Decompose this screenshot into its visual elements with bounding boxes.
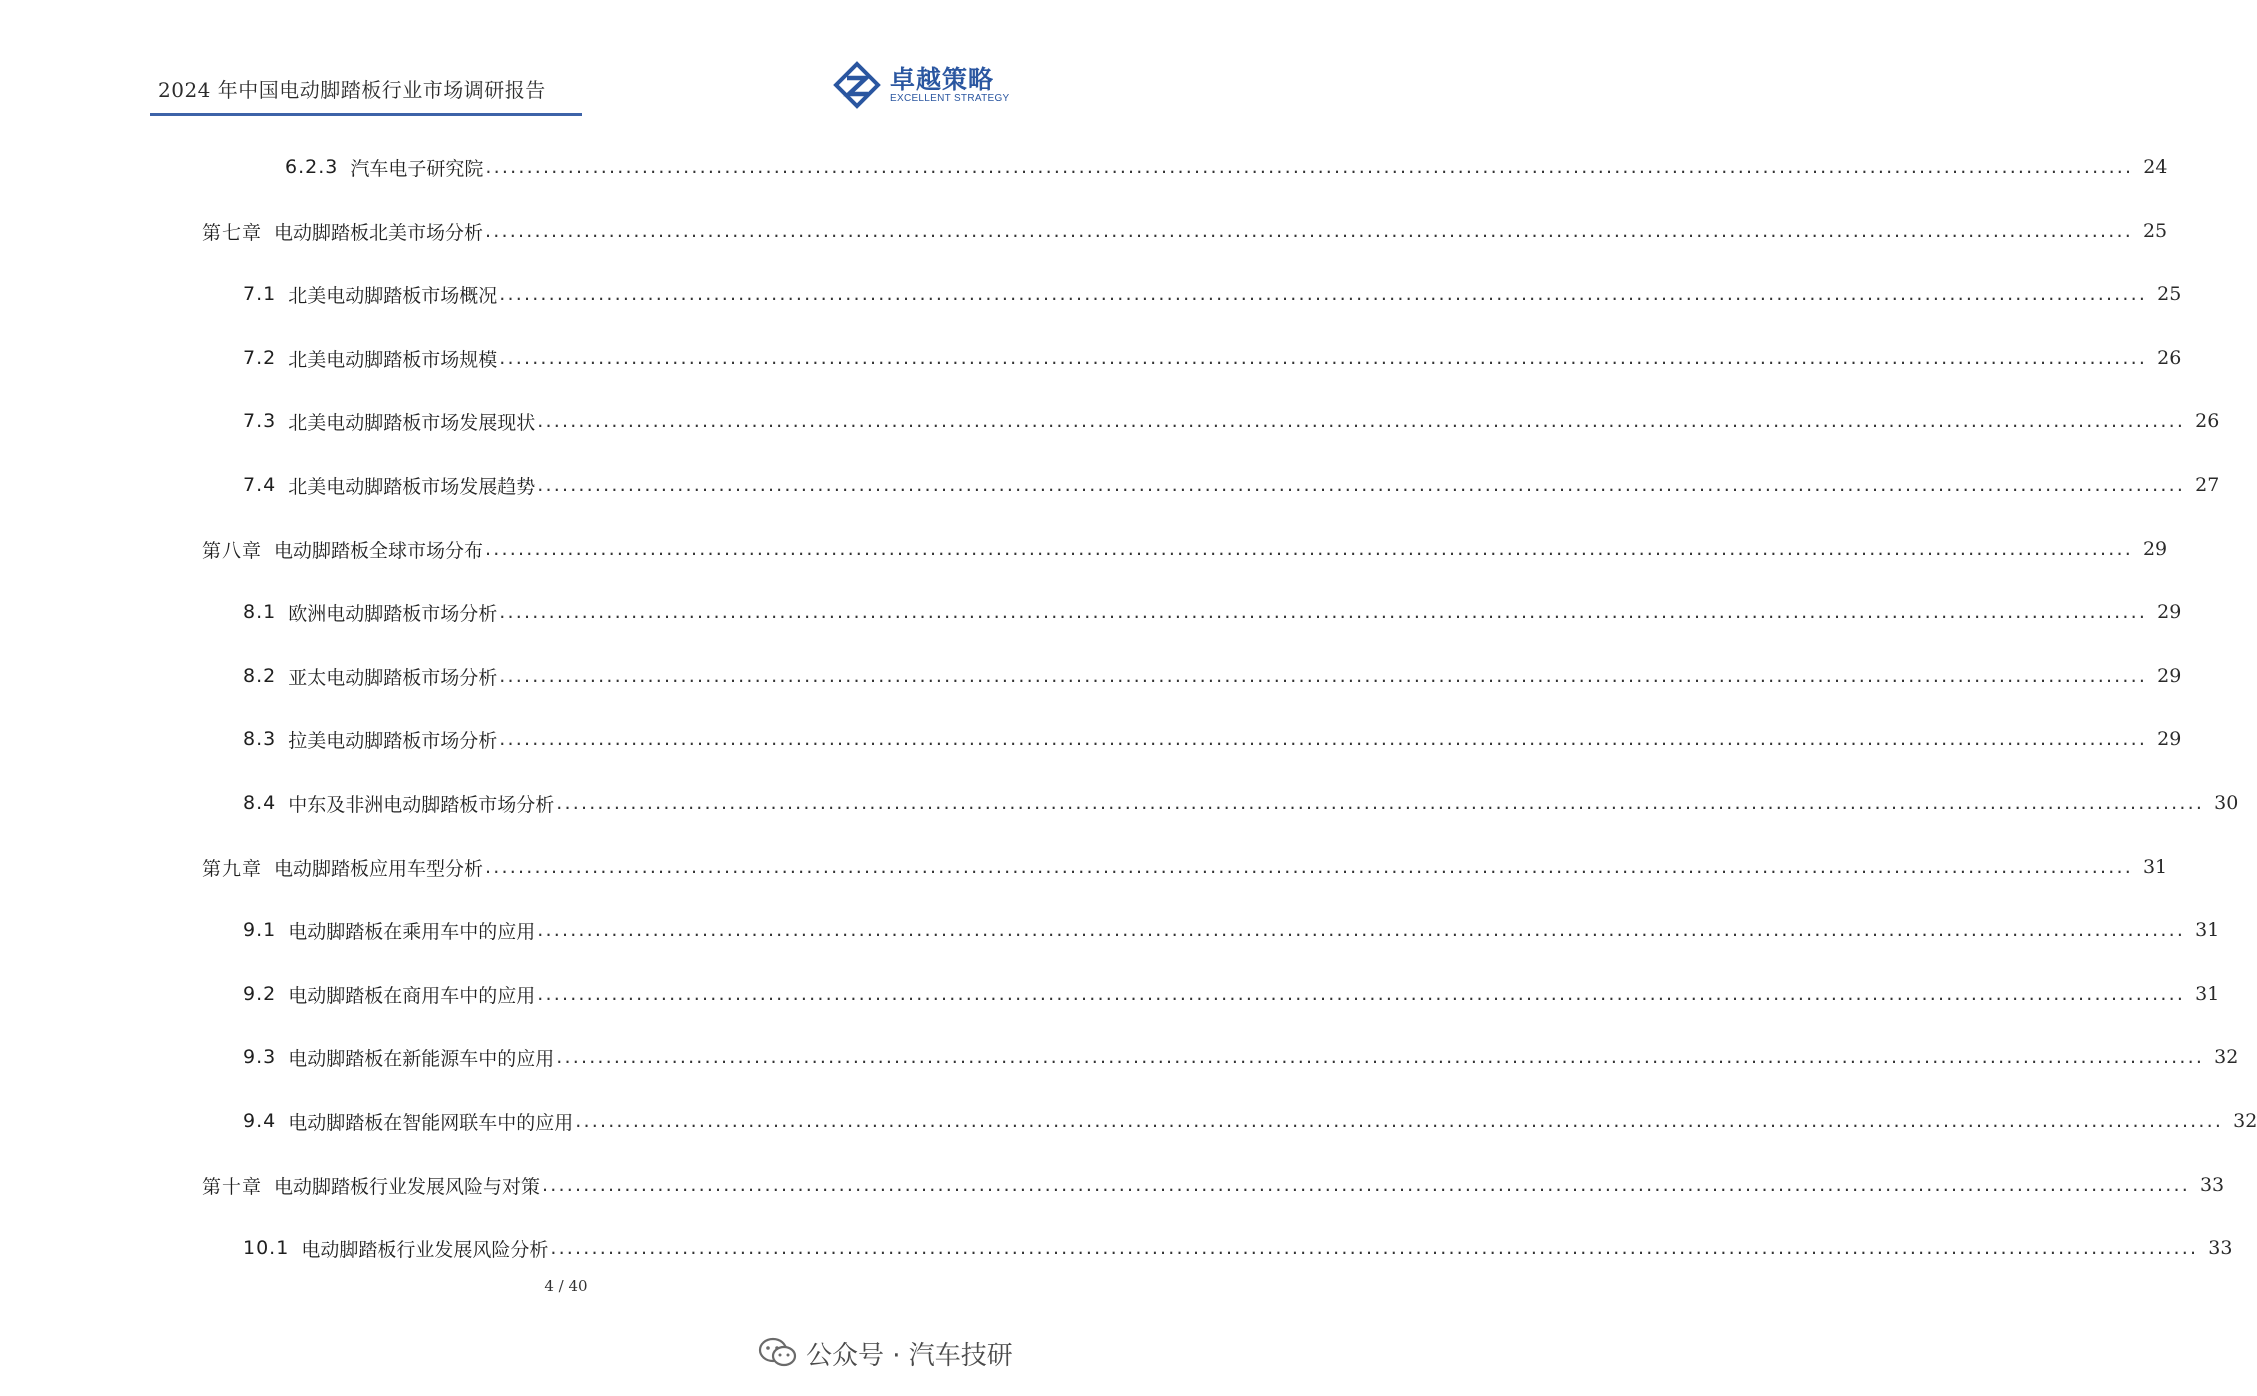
toc-entry-title: 北美电动脚踏板市场发展现状 (288, 411, 536, 434)
toc-entry-page: 29 (2157, 665, 2182, 687)
toc-entry-number: 9.3 (243, 1046, 277, 1068)
toc-entry-page: 25 (2142, 220, 2168, 242)
toc-entry[interactable] (243, 592, 2182, 632)
toc-entry-number: 8.4 (243, 792, 277, 814)
toc-leader-dots: ........................................................................................................................................................................................................ (499, 728, 2148, 750)
toc-entry[interactable] (243, 1037, 2239, 1077)
toc-entry-number: 第九章 (202, 857, 263, 880)
toc-entry-page: 29 (2157, 728, 2182, 750)
toc-entry[interactable] (202, 529, 2168, 569)
toc-leader-dots: ........................................................................................................................................................................................................ (542, 1174, 2190, 1196)
toc-leader-dots: ........................................................................................................................................................................................................ (485, 220, 2133, 242)
toc-entry-title: 亚太电动脚踏板市场分析 (288, 666, 498, 689)
toc-entry[interactable] (202, 1165, 2225, 1205)
toc-entry-number: 7.1 (243, 283, 277, 305)
toc-leader-dots: ........................................................................................................................................................................................................ (550, 1237, 2199, 1259)
toc-entry-page: 29 (2157, 601, 2182, 623)
toc-entry-number: 8.2 (243, 665, 277, 687)
toc-leader-dots: ........................................................................................................................................................................................................ (499, 347, 2148, 369)
toc-entry-title: 汽车电子研究院 (350, 157, 484, 180)
toc-entry-number: 8.1 (243, 601, 277, 623)
toc-entry[interactable] (243, 719, 2182, 759)
toc-entry-number: 9.4 (243, 1110, 277, 1132)
toc-leader-dots: ........................................................................................................................................................................................................ (537, 919, 2186, 941)
toc-entry[interactable] (243, 974, 2220, 1014)
toc-entry[interactable] (285, 147, 2168, 187)
toc-entry[interactable] (243, 656, 2182, 696)
toc-leader-dots: ........................................................................................................................................................................................................ (485, 856, 2133, 878)
toc-entry-page: 25 (2157, 283, 2182, 305)
toc-entry-number: 9.1 (243, 919, 277, 941)
toc-entry[interactable] (202, 211, 2168, 251)
logo-name-cn: 卓越策略 (890, 65, 995, 94)
report-title: 2024 年中国电动脚踏板行业市场调研报告 (158, 78, 546, 102)
toc-entry[interactable] (243, 338, 2182, 378)
toc-entry-number: 第七章 (202, 221, 263, 244)
toc-entry-title: 欧洲电动脚踏板市场分析 (288, 602, 498, 625)
toc-entry-title: 中东及非洲电动脚踏板市场分析 (288, 793, 555, 816)
toc-entry-title: 北美电动脚踏板市场概况 (288, 284, 498, 307)
toc-entry-title: 电动脚踏板在乘用车中的应用 (288, 920, 536, 943)
watermark-text: 公众号 · 汽车技研 (806, 1340, 1013, 1371)
toc-entry-page: 26 (2195, 410, 2220, 432)
toc-entry-number: 7.2 (243, 347, 277, 369)
wechat-icon (758, 1337, 798, 1369)
toc-entry-page: 26 (2157, 347, 2182, 369)
toc-entry-title: 电动脚踏板全球市场分布 (274, 539, 484, 562)
toc-entry-page: 33 (2208, 1237, 2233, 1259)
toc-entry-number: 10.1 (243, 1237, 290, 1259)
toc-entry-title: 北美电动脚踏板市场发展趋势 (288, 475, 536, 498)
toc-leader-dots: ........................................................................................................................................................................................................ (575, 1110, 2224, 1132)
toc-entry-title: 电动脚踏板北美市场分析 (274, 221, 484, 244)
toc-entry[interactable] (243, 274, 2182, 314)
toc-leader-dots: ........................................................................................................................................................................................................ (537, 983, 2186, 1005)
toc-entry-number: 8.3 (243, 728, 277, 750)
toc-entry-number: 第八章 (202, 539, 263, 562)
toc-entry[interactable] (243, 401, 2220, 441)
toc-entry-page: 32 (2214, 1046, 2239, 1068)
toc-entry-title: 电动脚踏板在新能源车中的应用 (288, 1047, 555, 1070)
toc-entry-page: 32 (2233, 1110, 2257, 1132)
toc-entry[interactable] (243, 783, 2239, 823)
toc-entry-page: 31 (2142, 856, 2168, 878)
toc-entry-title: 电动脚踏板在商用车中的应用 (288, 984, 536, 1007)
toc-entry[interactable] (243, 1101, 2257, 1141)
toc-entry-title: 电动脚踏板行业发展风险与对策 (274, 1175, 541, 1198)
toc-entry-number: 第十章 (202, 1175, 263, 1198)
toc-entry-page: 31 (2195, 919, 2220, 941)
toc-entry[interactable] (243, 465, 2220, 505)
toc-entry-title: 电动脚踏板应用车型分析 (274, 857, 484, 880)
toc-entry[interactable] (243, 1228, 2233, 1268)
toc-entry-page: 30 (2214, 792, 2239, 814)
toc-entry-number: 9.2 (243, 983, 277, 1005)
toc-leader-dots: ........................................................................................................................................................................................................ (537, 410, 2186, 432)
toc-entry-title: 电动脚踏板在智能网联车中的应用 (288, 1111, 574, 1134)
toc-entry-page: 29 (2142, 538, 2168, 560)
toc-leader-dots: ........................................................................................................................................................................................................ (556, 1046, 2205, 1068)
toc-entry[interactable] (202, 847, 2168, 887)
toc-entry-title: 拉美电动脚踏板市场分析 (288, 729, 498, 752)
logo-name-en: EXCELLENT STRATEGY (890, 93, 1010, 104)
toc-leader-dots: ........................................................................................................................................................................................................ (499, 665, 2148, 687)
toc-entry-page: 24 (2143, 156, 2168, 178)
toc-leader-dots: ........................................................................................................................................................................................................ (485, 538, 2133, 560)
toc-leader-dots: ........................................................................................................................................................................................................ (485, 156, 2134, 178)
wechat-watermark (758, 1333, 1013, 1373)
toc-entry-title: 电动脚踏板行业发展风险分析 (301, 1238, 549, 1261)
toc-entry-number: 6.2.3 (285, 156, 339, 178)
toc-entry-page: 31 (2195, 983, 2220, 1005)
toc-entry-page: 27 (2195, 474, 2220, 496)
toc-entry-number: 7.4 (243, 474, 277, 496)
toc-leader-dots: ........................................................................................................................................................................................................ (499, 283, 2148, 305)
toc-leader-dots: ........................................................................................................................................................................................................ (556, 792, 2205, 814)
toc-entry-page: 33 (2199, 1174, 2225, 1196)
toc-leader-dots: ........................................................................................................................................................................................................ (499, 601, 2148, 623)
page-number: 4 / 40 (544, 1277, 588, 1295)
toc-entry[interactable] (243, 910, 2220, 950)
toc-leader-dots: ........................................................................................................................................................................................................ (537, 474, 2186, 496)
toc-entry-title: 北美电动脚踏板市场规模 (288, 348, 498, 371)
toc-entry-number: 7.3 (243, 410, 277, 432)
